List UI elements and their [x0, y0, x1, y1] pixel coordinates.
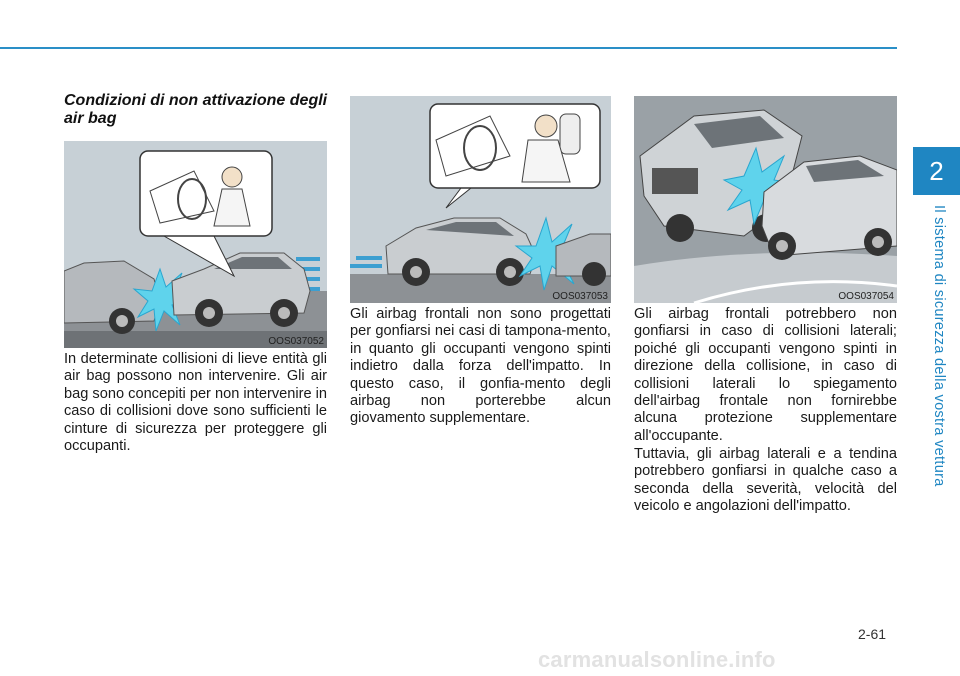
paragraph-rear-impact: Gli airbag frontali non sono progettati per gonfiarsi nei casi di tampona-mento, in quanto gli occupanti vengono spinti indietro dalla forza dell'impatto. In questo caso, il gonfia-mento degli airbag non porterebbe alcun giovamento supplementare. — [350, 306, 611, 427]
figure-rear-collision — [350, 96, 611, 303]
figure-side-collision — [634, 96, 897, 303]
section-title: Condizioni di non attivazione degli air bag — [64, 92, 328, 127]
figure-code: OOS037052 — [268, 336, 324, 347]
figure-code: OOS037054 — [838, 291, 894, 302]
watermark: carmanualsonline.info — [538, 647, 776, 672]
side-collision-illustration — [634, 96, 897, 303]
chapter-tab[interactable] — [913, 147, 960, 195]
rear-collision-illustration — [350, 96, 611, 303]
paragraph-side-impact: Gli airbag frontali potrebbero non gonfiarsi in caso di collisioni laterali; poiché gli occupanti vengono spinti in direzione della collisione, in caso di collisioni laterali lo spiegamento dell'airbag frontale non fornirebbe alcuna protezione supplementare all'occupante. — [634, 306, 897, 444]
figure-code: OOS037053 — [552, 291, 608, 302]
paragraph-side-curtain-airbags: Tuttavia, gli airbag laterali e a tendina potrebbero gonfiarsi in qualche caso a seconda della severità, velocità del veicolo e angolazioni dell'impatto. — [634, 446, 897, 515]
chapter-title: Il sistema di sicurezza della vostra vettura — [931, 205, 947, 487]
figure-frontal-low-impact — [64, 141, 327, 348]
header-rule — [0, 47, 897, 49]
paragraph-low-impact: In determinate collisioni di lieve entità gli air bag possono non intervenire. Gli air bag sono concepiti per non intervenire in caso di collisioni dove sono sufficienti le cinture di sicurezza per proteggere gli occupanti. — [64, 351, 327, 455]
page-number: 2-61 — [858, 626, 887, 642]
chapter-number: 2 — [929, 155, 944, 186]
frontal-collision-illustration — [64, 141, 327, 348]
